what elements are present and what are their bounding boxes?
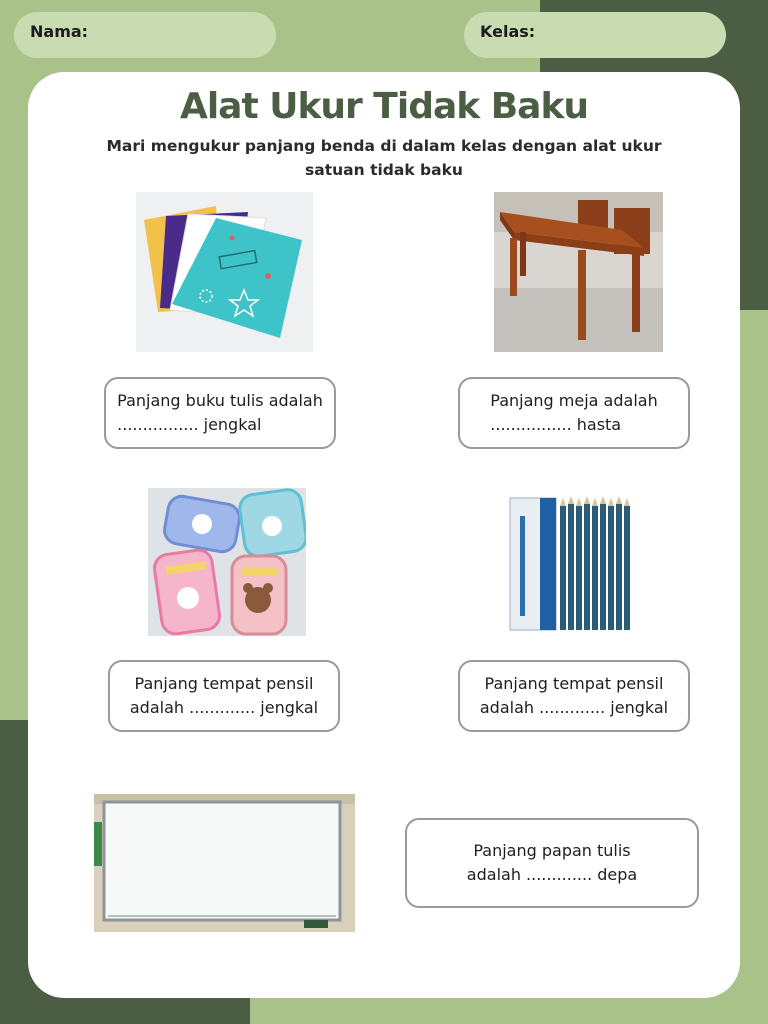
notebooks-photo <box>136 192 313 352</box>
pencil-cases-photo <box>148 488 306 636</box>
answer-box-pencil-case-line2: adalah ............. jengkal <box>129 698 319 717</box>
class-label: Kelas: <box>480 22 536 41</box>
name-label: Nama: <box>30 22 89 41</box>
answer-box-pencils-line1: Panjang tempat pensil <box>484 674 664 693</box>
answer-box-pencil-case[interactable] <box>108 660 340 732</box>
answer-box-table[interactable] <box>458 377 690 449</box>
name-field[interactable] <box>14 12 276 58</box>
worksheet-title: Alat Ukur Tidak Baku <box>179 86 589 127</box>
answer-box-whiteboard-line2: adalah ............. depa <box>466 865 638 884</box>
worksheet-card <box>28 72 740 998</box>
answer-box-whiteboard-line1: Panjang papan tulis <box>473 841 631 860</box>
whiteboard-photo <box>94 794 355 932</box>
answer-box-table-line1: Panjang meja adalah <box>490 391 658 410</box>
answer-box-pencil-case-line1: Panjang tempat pensil <box>134 674 314 693</box>
class-field[interactable] <box>464 12 726 58</box>
answer-box-notebook[interactable] <box>104 377 336 449</box>
answer-box-pencils[interactable] <box>458 660 690 732</box>
answer-box-notebook-line1: Panjang buku tulis adalah <box>117 391 323 410</box>
answer-box-pencils-line2: adalah ............. jengkal <box>479 698 669 717</box>
answer-box-notebook-line2: ................ jengkal <box>117 415 262 434</box>
worksheet-subtitle: Mari mengukur panjang benda di dalam kelas dengan alat ukur satuan tidak baku <box>106 137 662 179</box>
answer-box-whiteboard[interactable] <box>405 818 699 908</box>
answer-box-table-line2: ................ hasta <box>490 415 622 434</box>
pencils-photo <box>506 496 636 636</box>
table-photo <box>494 192 663 352</box>
